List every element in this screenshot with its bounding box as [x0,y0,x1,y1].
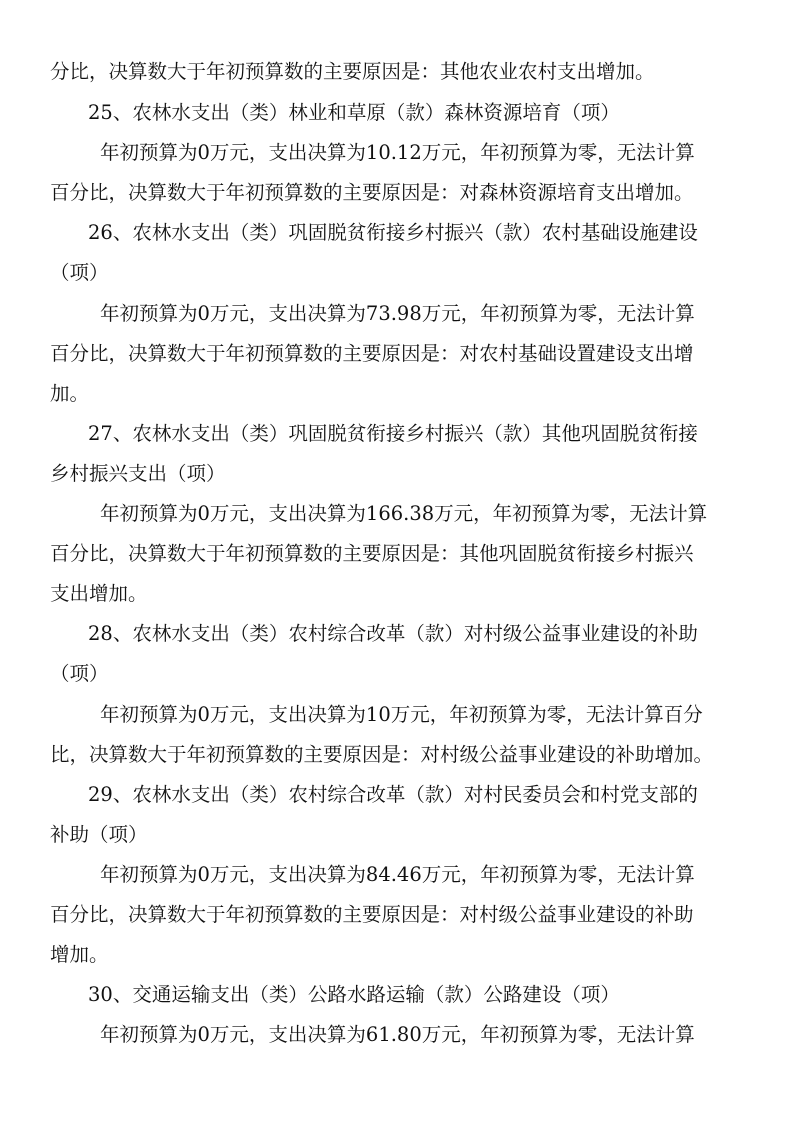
paragraph-line: （项） [50,261,109,284]
section-heading-29: 29、农林水支出（类）农村综合改革（款）对村民委员会和村党支部的 [88,783,698,806]
paragraph-line: （项） [50,662,109,685]
paragraph-line: 分比，决算数大于年初预算数的主要原因是：其他农业农村支出增加。 [50,60,655,83]
paragraph-line: 年初预算为0万元，支出决算为166.38万元，年初预算为零，无法计算 [100,502,708,525]
section-heading-25: 25、农林水支出（类）林业和草原（款）森林资源培育（项） [88,101,620,124]
paragraph-line: 年初预算为0万元，支出决算为84.46万元，年初预算为零，无法计算 [100,863,695,886]
paragraph-line: 百分比，决算数大于年初预算数的主要原因是：对村级公益事业建设的补助 [50,903,694,926]
paragraph-line: 补助（项） [50,823,148,846]
paragraph-line: 百分比，决算数大于年初预算数的主要原因是：对森林资源培育支出增加。 [50,181,694,204]
paragraph-line: 比，决算数大于年初预算数的主要原因是：对村级公益事业建设的补助增加。 [50,743,714,766]
section-heading-28: 28、农林水支出（类）农村综合改革（款）对村级公益事业建设的补助 [88,622,698,645]
paragraph-line: 百分比，决算数大于年初预算数的主要原因是：对农村基础设置建设支出增 [50,342,694,365]
paragraph-line: 支出增加。 [50,582,148,605]
paragraph-line: 增加。 [50,943,109,966]
paragraph-line: 年初预算为0万元，支出决算为10万元，年初预算为零，无法计算百分 [100,703,703,726]
paragraph-line: 乡村振兴支出（项） [50,462,226,485]
paragraph-line: 年初预算为0万元，支出决算为73.98万元，年初预算为零，无法计算 [100,302,695,325]
section-heading-30: 30、交通运输支出（类）公路水路运输（款）公路建设（项） [88,983,620,1006]
paragraph-line: 百分比，决算数大于年初预算数的主要原因是：其他巩固脱贫衔接乡村振兴 [50,542,694,565]
section-heading-26: 26、农林水支出（类）巩固脱贫衔接乡村振兴（款）农村基础设施建设 [88,221,698,244]
section-heading-27: 27、农林水支出（类）巩固脱贫衔接乡村振兴（款）其他巩固脱贫衔接 [88,422,698,445]
paragraph-line: 加。 [50,382,90,405]
paragraph-line: 年初预算为0万元，支出决算为10.12万元，年初预算为零，无法计算 [100,141,695,164]
paragraph-line: 年初预算为0万元，支出决算为61.80万元，年初预算为零，无法计算 [100,1023,695,1046]
